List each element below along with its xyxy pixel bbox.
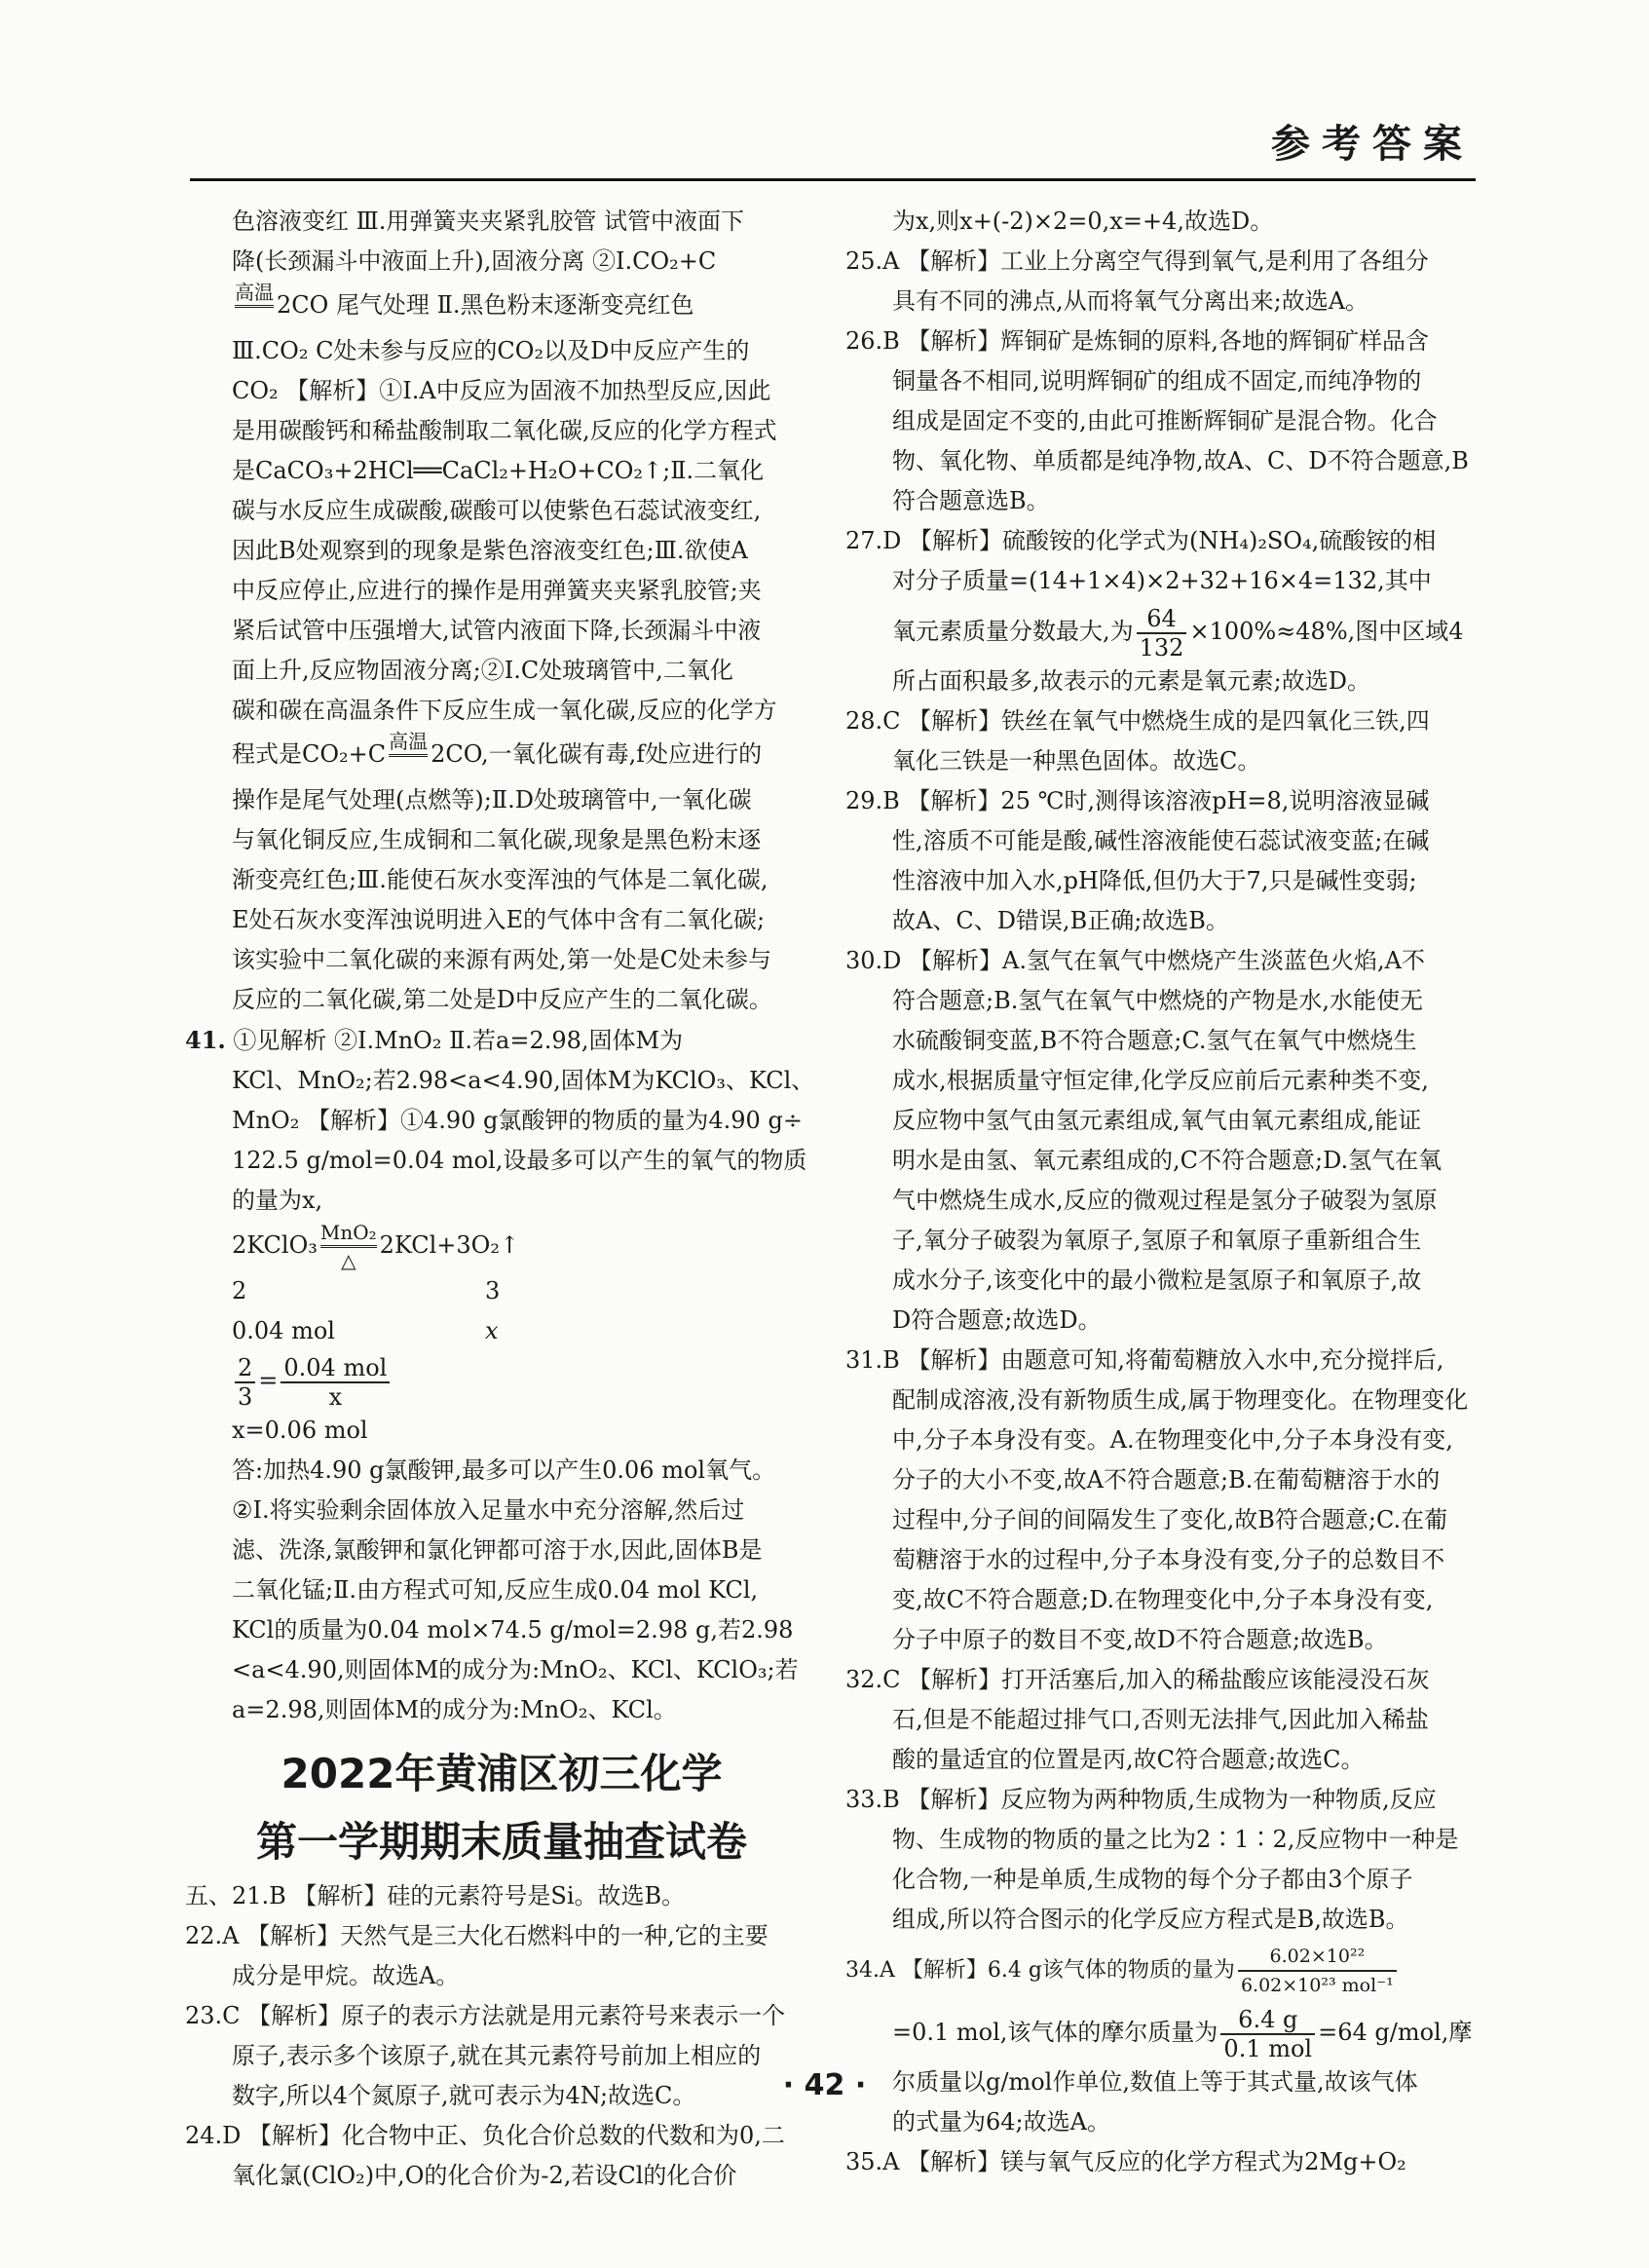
text-line: KCl、MnO₂;若2.98<a<4.90,固体M为KClO₃、KCl、 [232,1067,815,1094]
text-line: 分子中原子的数目不变,故D不符合题意;故选B。 [892,1626,1388,1653]
text-line: 氧化氯(ClO₂)中,O的化合价为-2,若设Cl的化合价 [232,2161,737,2189]
text-line: 滤、洗涤,氯酸钾和氯化钾都可溶于水,因此,固体B是 [232,1535,763,1564]
condition: 高温 [235,281,274,304]
numerator: 2 [235,1354,255,1383]
text-line: ②Ⅰ.将实验剩余固体放入足量水中充分溶解,然后过 [232,1495,745,1524]
text-line: 的量为x, [232,1187,323,1214]
text-line: 配制成溶液,没有新物质生成,属于物理变化。在物理变化 [892,1386,1469,1414]
denominator: x [328,1382,343,1411]
text-line: a=2.98,则固体M的成分为:MnO₂、KCl。 [232,1695,677,1723]
eq-reactant: 2KClO₃ [232,1231,318,1259]
text-line: Ⅲ.CO₂ C处未参与反应的CO₂以及D中反应产生的 [232,337,750,364]
text-line: 26.B 【解析】辉铜矿是炼铜的原料,各地的辉铜矿样品含 [845,327,1430,355]
text-line: 该实验中二氧化碳的来源有两处,第一处是C处未参与 [232,946,771,973]
text-line: MnO₂ 【解析】①4.90 g氯酸钾的物质的量为4.90 g÷ [232,1107,803,1134]
ratio-row [185,1271,818,1311]
text-line: 碳和碳在高温条件下反应生成一氧化碳,反应的化学方 [232,697,777,724]
text-fragment: 程式是CO₂+C [232,740,387,768]
text-line: 氧化三铁是一种黑色固体。故选C。 [892,747,1261,775]
text-line: 27.D 【解析】硫酸铵的化学式为(NH₄)₂SO₄,硫酸铵的相 [845,527,1437,554]
text-line: 五、21.B 【解析】硅的元素符号是Si。故选B。 [185,1881,686,1909]
text-line: 与氧化铜反应,生成铜和二氧化碳,现象是黑色粉末逐 [232,826,762,853]
text-line: 降(长颈漏斗中液面上升),固液分离 ②Ⅰ.CO₂+C [232,247,717,275]
text-line [185,282,818,331]
text-line: 是用碳酸钙和稀盐酸制取二氧化碳,反应的化学方程式 [232,417,777,444]
text-fragment: 34.A 【解析】6.4 g该气体的物质的量为 [845,1958,1235,1983]
denominator: 0.1 mol [1223,2034,1313,2062]
heat-symbol: △ [341,1249,356,1272]
text-line [845,1940,1479,2002]
text-line: 对分子质量=(14+1×4)×2+32+16×4=132,其中 [892,567,1432,594]
text-line: 石,但是不能超过排气口,否则无法排气,因此加入稀盐 [892,1706,1429,1733]
text-line [845,2002,1479,2062]
text-line [845,601,1479,662]
eq-product: 2KCl+3O₂↑ [379,1231,520,1259]
text-fragment: 2CO,一氧化碳有毒,f处应进行的 [431,740,763,768]
text-line: 31.B 【解析】由题意可知,将葡萄糖放入水中,充分搅拌后, [845,1346,1444,1374]
text-fragment: ×100%≈48%,图中区域4 [1189,618,1464,645]
text-line: 的式量为64;故选A。 [892,2108,1110,2136]
text-line: 符合题意;B.氢气在氧气中燃烧的产物是水,水能使无 [892,987,1423,1014]
condition: 高温 [389,730,429,753]
right-column [845,202,1479,2182]
denominator: 3 [238,1382,253,1411]
text-line: 成分是甲烷。故选A。 [232,1961,460,1989]
text-fragment: 氧元素质量分数最大,为 [892,618,1134,645]
ratio-row [185,1311,818,1351]
text-line: 故A、C、D错误,B正确;故选B。 [892,907,1229,934]
text-line: CO₂ 【解析】①Ⅰ.A中反应为固液不加热型反应,因此 [232,377,771,404]
page-header-title: 参考答案 [1271,122,1474,167]
text-line: 中,分子本身没有变。A.在物理变化中,分子本身没有变, [892,1426,1453,1454]
text-line: 渐变亮红色;Ⅲ.能使石灰水变浑浊的气体是二氧化碳, [232,866,768,893]
question-number: 41. [185,1026,226,1054]
text-line: 二氧化锰;Ⅱ.由方程式可知,反应生成0.04 mol KCl, [232,1575,759,1604]
text-line [185,731,818,780]
section-title: 2022年黄浦区初三化学 [281,1749,723,1797]
text-line: 酸的量适宜的位置是丙,故C符合题意;故选C。 [892,1746,1365,1773]
text-line: 成水分子,该变化中的最小微粒是氢原子和氧原子,故 [892,1266,1422,1294]
ratio-value: 3 [485,1277,501,1304]
text-line: 25.A 【解析】工业上分离空气得到氧气,是利用了各组分 [845,247,1429,275]
text-line: 过程中,分子间的间隔发生了变化,故B符合题意;C.在葡 [892,1506,1448,1533]
text-line: D符合题意;故选D。 [892,1306,1102,1334]
text-line: 反应物中氢气由氢元素组成,氧气由氧元素组成,能证 [892,1107,1422,1134]
text-line: 明水是由氢、氧元素组成的,C不符合题意;D.氢气在氧 [892,1147,1443,1174]
text-line: 物、氧化物、单质都是纯净物,故A、C、D不符合题意,B [892,447,1469,474]
q41-line [185,1020,818,1061]
numerator: 6.02×10²² [1238,1943,1397,1972]
text-line: 物、生成物的物质的量之比为2∶1∶2,反应物中一种是 [892,1826,1459,1853]
ratio-value: 2 [232,1277,247,1304]
text-line: 色溶液变红 Ⅲ.用弹簧夹夹紧乳胶管 试管中液面下 [232,208,745,235]
denominator: 132 [1139,633,1184,662]
text-line: 气中燃烧生成水,反应的微观过程是氢分子破裂为氢原 [892,1187,1438,1214]
text-line: 铜量各不相同,说明辉铜矿的组成不固定,而纯净物的 [892,367,1422,395]
text-fragment: =0.1 mol,该气体的摩尔质量为 [892,2019,1218,2046]
text-line: 29.B 【解析】25 ℃时,测得该溶液pH=8,说明溶液显碱 [845,787,1430,814]
text-line: 变,故C不符合题意;D.在物理变化中,分子本身没有变, [892,1586,1434,1613]
text-line: 子,氧分子破裂为氧原子,氢原子和氧原子重新组合生 [892,1227,1422,1254]
text-fragment: 2CO 尾气处理 Ⅱ.黑色粉末逐渐变亮红色 [277,291,694,319]
text-line: 33.B 【解析】反应物为两种物质,生成物为一种物质,反应 [845,1786,1437,1813]
text-line: 原子,表示多个该原子,就在其元素符号前加上相应的 [232,2041,762,2069]
text-line: 122.5 g/mol=0.04 mol,设最多可以产生的氧气的物质 [232,1147,807,1174]
text-line: 答:加热4.90 g氯酸钾,最多可以产生0.06 mol氧气。 [232,1455,776,1484]
text-line: 23.C 【解析】原子的表示方法就是用元素符号来表示一个 [185,2001,786,2029]
text-line: 数字,所以4个氮原子,就可表示为4N;故选C。 [232,2081,696,2109]
text-line: 24.D 【解析】化合物中正、负化合价总数的代数和为0,二 [185,2121,785,2149]
text-line: 性溶液中加入水,pH降低,但仍大于7,只是碱性变弱; [892,867,1417,894]
text-line: 尔质量以g/mol作单位,数值上等于其式量,故该气体 [892,2068,1418,2096]
text-line: 符合题意选B。 [892,487,1050,514]
numerator: 64 [1137,605,1187,634]
text-line: 30.D 【解析】A.氢气在氧气中燃烧产生淡蓝色火焰,A不 [845,947,1425,974]
text-line: 组成,所以符合图示的化学反应方程式是B,故选B。 [892,1906,1409,1933]
header-rule [190,178,1476,181]
text-line: <a<4.90,则固体M的成分为:MnO₂、KCl、KClO₃;若 [232,1655,799,1683]
text-line: 成水,根据质量守恒定律,化学反应前后元素种类不变, [892,1067,1429,1094]
text-fragment: ①见解析 ②Ⅰ.MnO₂ Ⅱ.若a=2.98,固体M为 [233,1027,684,1054]
text-line: 组成是固定不变的,由此可推断辉铜矿是混合物。化合 [892,407,1438,435]
text-line: 化合物,一种是单质,生成物的每个分子都由3个原子 [892,1866,1413,1893]
page-number: · 42 · [782,2068,867,2102]
catalyst: MnO₂ [319,1221,377,1244]
text-line: 水硫酸铜变蓝,B不符合题意;C.氢气在氧气中燃烧生 [892,1027,1417,1054]
text-line: 反应的二氧化碳,第二处是D中反应产生的二氧化碳。 [232,986,772,1013]
text-line: 因此B处观察到的现象是紫色溶液变红色;Ⅲ.欲使A [232,537,748,564]
text-line: 所占面积最多,故表示的元素是氧元素;故选D。 [892,667,1370,695]
text-line: 面上升,反应物固液分离;②Ⅰ.C处玻璃管中,二氧化 [232,657,733,684]
text-line: E处石灰水变浑浊说明进入E的气体中含有二氧化碳; [232,906,766,933]
text-fragment: =64 g/mol,摩 [1318,2019,1473,2046]
ratio-value: x [485,1317,499,1344]
denominator: 6.02×10²³ mol⁻¹ [1240,1975,1394,1996]
text-line: x=0.06 mol [232,1416,368,1444]
text-line: 具有不同的沸点,从而将氧气分离出来;故选A。 [892,287,1369,315]
text-line: 分子的大小不变,故A不符合题意;B.在葡萄糖溶于水的 [892,1466,1441,1493]
text-line: KCl的质量为0.04 mol×74.5 g/mol=2.98 g,若2.98 [232,1615,794,1644]
section-subtitle: 第一学期期末质量抽查试卷 [255,1817,747,1866]
text-line: 28.C 【解析】铁丝在氧气中燃烧生成的是四氧化三铁,四 [845,707,1430,735]
text-line: 32.C 【解析】打开活塞后,加入的稀盐酸应该能浸没石灰 [845,1666,1430,1693]
chem-equation [185,1221,818,1271]
ratio-value: 0.04 mol [232,1317,335,1344]
text-line: 操作是尾气处理(点燃等);Ⅱ.D处玻璃管中,一氧化碳 [232,786,752,813]
text-line: 性,溶质不可能是酸,碱性溶液能使石蕊试液变蓝;在碱 [892,827,1430,854]
numerator: 0.04 mol [281,1354,390,1383]
numerator: 6.4 g [1220,2006,1315,2035]
text-line: 紧后试管中压强增大,试管内液面下降,长颈漏斗中液 [232,617,762,644]
proportion: $\frac{2}{3}$ = $\frac{\text{0.04 mol}}{x}$ [185,1351,818,1411]
text-line: 为x,则x+(-2)×2=0,x=+4,故选D。 [892,208,1274,235]
text-line: 萄糖溶于水的过程中,分子本身没有变,分子的总数目不 [892,1546,1445,1573]
text-line: 是CaCO₃+2HCl══CaCl₂+H₂O+CO₂↑;Ⅱ.二氧化 [232,457,765,484]
text-line: 中反应停止,应进行的操作是用弹簧夹夹紧乳胶管;夹 [232,577,762,604]
left-column [185,202,818,2196]
text-line: 22.A 【解析】天然气是三大化石燃料中的一种,它的主要 [185,1921,768,1949]
text-line: 碳与水反应生成碳酸,碳酸可以使紫色石蕊试液变红, [232,497,762,524]
text-line: 35.A 【解析】镁与氧气反应的化学方程式为2Mg+O₂ [845,2148,1406,2175]
